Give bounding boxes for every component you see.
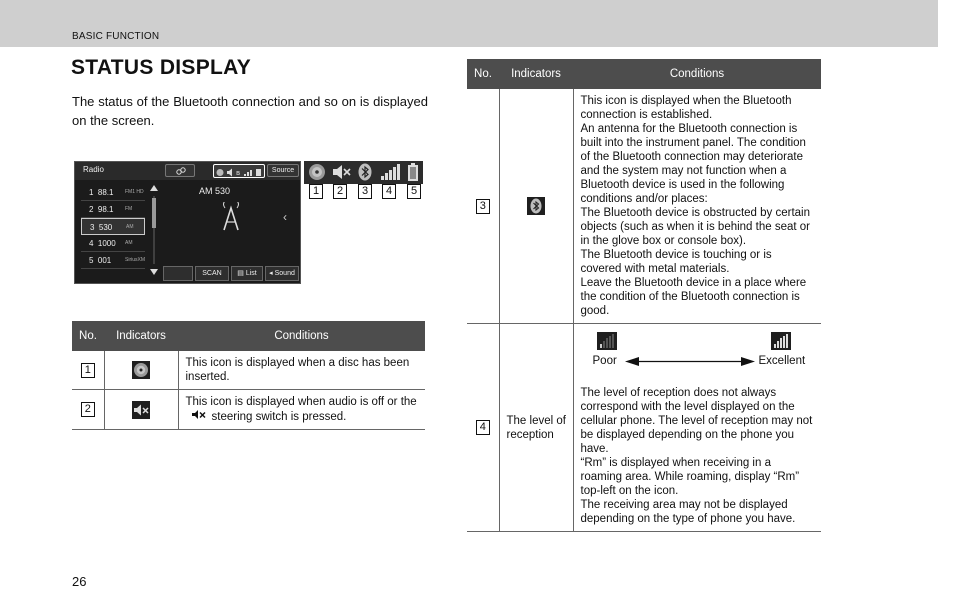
preset-item: 2 98.1 FM (81, 201, 145, 218)
condition-text: An antenna for the Bluetooth connection is built into the instrument panel. The condition of the Bluetooth connection may deteriorate and the system may not function when a Bluetooth device is used in the following conditions and/or places: (580, 123, 806, 205)
condition-text: This icon is displayed when a disc has been inserted. (178, 351, 425, 390)
page-title: STATUS DISPLAY (71, 56, 252, 79)
row-number: 3 (476, 199, 490, 214)
blank-button (163, 266, 193, 281)
row-number: 4 (476, 420, 490, 435)
screen-title: Radio (83, 165, 104, 174)
list-button: ▤ List (231, 266, 263, 281)
link-icon (166, 165, 196, 178)
mute-icon (132, 401, 150, 419)
condition-text: Leave the Bluetooth device in a place where the condition of the Bluetooth connection is good. (580, 277, 807, 317)
signal-full-icon (771, 332, 791, 350)
link-button (165, 164, 195, 177)
speaker-icon: ◂ (269, 270, 273, 277)
table-row (467, 89, 821, 324)
condition-text: The level of reception does not always correspond with the level displayed on the cellular phone. The level of reception may not be displayed depending on the phone you have. (580, 387, 813, 455)
scan-button: SCAN (195, 266, 229, 281)
list-icon: ▤ (237, 270, 244, 277)
sound-button: ◂ Sound (265, 266, 299, 281)
antenna-icon (220, 202, 242, 232)
chevron-left-icon: ‹ (283, 210, 287, 224)
source-button: Source (267, 164, 299, 177)
disc-icon (308, 163, 326, 181)
mute-icon (332, 163, 352, 181)
excellent-label: Excellent (758, 355, 806, 367)
condition-text: The Bluetooth device is touching or is covered with metal materials. (580, 249, 772, 275)
bluetooth-icon (527, 197, 545, 215)
status-table-left (72, 321, 425, 430)
double-arrow-icon (625, 357, 755, 366)
intro-paragraph: The status of the Bluetooth connection and so on is displayed on the screen. (72, 94, 428, 128)
condition-text: steering switch is pressed. (211, 411, 347, 423)
col-header-conditions: Conditions (573, 59, 821, 89)
preset-item: 5 001 SiriusXM (81, 252, 145, 269)
condition-text: “Rm” is displayed when receiving in a roaming area. While roaming, display “Rm” top-left on the icon. (580, 457, 800, 497)
preset-scrollbar (149, 184, 159, 276)
col-header-conditions: Conditions (178, 321, 425, 351)
col-header-no: No. (72, 321, 104, 351)
section-label: BASIC FUNCTION (72, 31, 160, 42)
signal-strength-icon (380, 164, 400, 181)
signal-low-icon (597, 332, 617, 350)
status-table-right (467, 59, 821, 532)
table-row (72, 351, 425, 390)
condition-text: The receiving area may not be displayed depending on the type of phone you have. (580, 499, 796, 525)
page-number: 26 (72, 574, 87, 589)
status-bar-enlarged (304, 161, 423, 184)
svg-text:ʙ: ʙ (236, 169, 241, 177)
preset-item: 4 1000 AM (81, 235, 145, 252)
callout-2: 2 (333, 184, 347, 199)
mute-switch-icon (186, 409, 212, 424)
callout-4: 4 (382, 184, 396, 199)
table-row (72, 390, 425, 430)
table-row (467, 324, 821, 532)
preset-item: 1 88.1 FM1 HD (81, 184, 145, 201)
callout-5: 5 (407, 184, 421, 199)
row-number: 2 (81, 402, 95, 417)
callout-1: 1 (309, 184, 323, 199)
callout-numbers (309, 184, 423, 200)
row-number: 1 (81, 363, 95, 378)
condition-text: The Bluetooth device is obstructed by certain objects (such as when it is behind the seat or in the glove box or console box). (580, 207, 810, 247)
battery-icon (407, 163, 419, 182)
station-name: AM 530 (199, 186, 231, 196)
condition-text: This icon is displayed when audio is off or the (185, 396, 417, 408)
callout-3: 3 (358, 184, 372, 199)
col-header-indicators: Indicators (104, 321, 178, 351)
col-header-indicators: Indicators (499, 59, 573, 89)
bluetooth-icon (358, 163, 372, 181)
indicator-text: The level of reception (499, 324, 573, 532)
screen-top-bar (75, 162, 300, 180)
preset-item-selected: 3 530 AM (81, 218, 145, 235)
preset-list (81, 184, 145, 269)
reception-scale (581, 332, 816, 386)
status-icons-mini (214, 167, 264, 178)
screen-bottom-bar (163, 266, 299, 282)
condition-text: This icon is displayed when the Bluetooth connection is established. (580, 95, 792, 121)
poor-label: Poor (592, 355, 617, 367)
head-unit-screen (74, 161, 301, 284)
disc-icon (132, 361, 150, 379)
col-header-no: No. (467, 59, 499, 89)
status-icon-area (213, 164, 265, 178)
